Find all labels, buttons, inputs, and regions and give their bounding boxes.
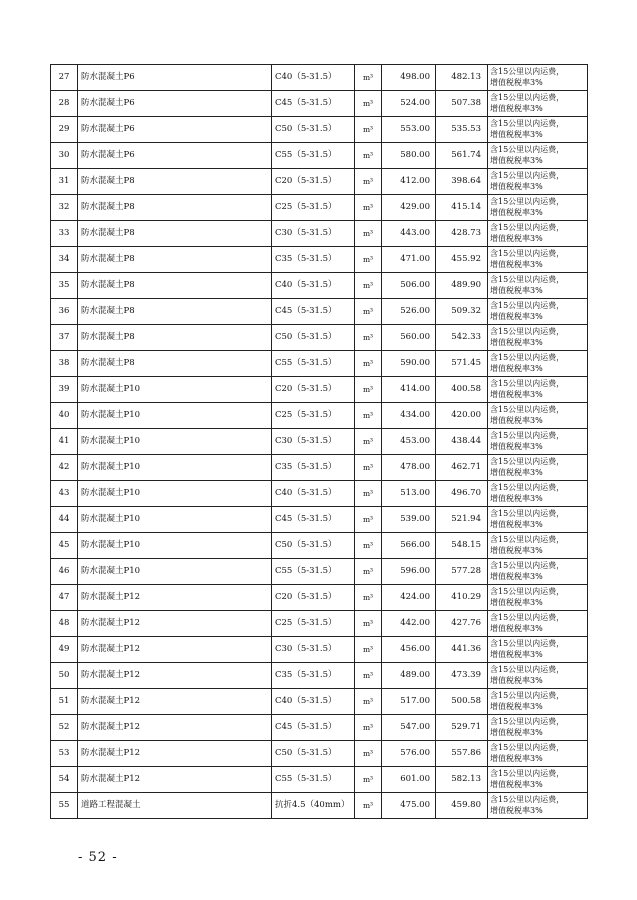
remark-line: 增值税税率3% xyxy=(490,701,543,711)
cell-specification: C55（5-31.5） xyxy=(272,143,355,169)
cell-specification: C30（5-31.5） xyxy=(272,221,355,247)
cell-material-name: 防水混凝土P6 xyxy=(78,143,272,169)
table-row xyxy=(51,247,588,273)
cell-material-name: 防水混凝土P10 xyxy=(78,455,272,481)
table-row xyxy=(51,715,588,741)
cell-price-without-tax: 582.13 xyxy=(436,767,488,793)
cell-remark xyxy=(488,221,588,247)
cell-unit: m³ xyxy=(355,169,382,195)
cell-price-with-tax: 434.00 xyxy=(382,403,436,429)
remark-line: 增值税税率3% xyxy=(490,545,543,555)
table-row xyxy=(51,637,588,663)
cell-price-with-tax: 590.00 xyxy=(382,351,436,377)
cell-specification: C30（5-31.5） xyxy=(272,429,355,455)
cell-unit: m³ xyxy=(355,273,382,299)
table-row xyxy=(51,429,588,455)
price-table xyxy=(50,64,588,819)
cell-remark xyxy=(488,299,588,325)
cell-serial-number: 35 xyxy=(51,273,78,299)
remark-line: 含15公里以内运费， xyxy=(490,197,565,206)
cell-specification: C45（5-31.5） xyxy=(272,507,355,533)
cell-material-name: 防水混凝土P12 xyxy=(78,585,272,611)
table-row xyxy=(51,507,588,533)
cell-unit: m³ xyxy=(355,533,382,559)
cell-price-with-tax: 471.00 xyxy=(382,247,436,273)
cell-price-without-tax: 521.94 xyxy=(436,507,488,533)
cell-remark xyxy=(488,403,588,429)
table-row xyxy=(51,689,588,715)
cell-serial-number: 53 xyxy=(51,741,78,767)
cell-price-with-tax: 566.00 xyxy=(382,533,436,559)
remark-line: 增值税税率3% xyxy=(490,467,543,477)
cell-unit: m³ xyxy=(355,689,382,715)
cell-unit: m³ xyxy=(355,507,382,533)
cell-serial-number: 54 xyxy=(51,767,78,793)
cell-price-with-tax: 429.00 xyxy=(382,195,436,221)
cell-serial-number: 33 xyxy=(51,221,78,247)
cell-remark xyxy=(488,533,588,559)
table-row xyxy=(51,585,588,611)
table-row xyxy=(51,481,588,507)
table-row xyxy=(51,403,588,429)
cell-price-without-tax: 398.64 xyxy=(436,169,488,195)
cell-price-without-tax: 400.58 xyxy=(436,377,488,403)
table-row xyxy=(51,65,588,91)
cell-remark xyxy=(488,429,588,455)
remark-line: 含15公里以内运费， xyxy=(490,509,565,518)
table-row xyxy=(51,221,588,247)
table-row xyxy=(51,533,588,559)
cell-price-without-tax: 473.39 xyxy=(436,663,488,689)
remark-line: 增值税税率3% xyxy=(490,519,543,529)
remark-line: 含15公里以内运费， xyxy=(490,405,565,414)
cell-price-with-tax: 526.00 xyxy=(382,299,436,325)
cell-specification: C25（5-31.5） xyxy=(272,403,355,429)
remark-line: 含15公里以内运费， xyxy=(490,483,565,492)
remark-line: 增值税税率3% xyxy=(490,675,543,685)
cell-material-name: 防水混凝土P10 xyxy=(78,559,272,585)
remark-line: 增值税税率3% xyxy=(490,441,543,451)
cell-material-name: 防水混凝土P12 xyxy=(78,741,272,767)
remark-line: 增值税税率3% xyxy=(490,155,543,165)
cell-remark xyxy=(488,559,588,585)
cell-unit: m³ xyxy=(355,195,382,221)
remark-line: 含15公里以内运费， xyxy=(490,119,565,128)
cell-specification: C20（5-31.5） xyxy=(272,585,355,611)
remark-line: 含15公里以内运费， xyxy=(490,561,565,570)
cell-material-name: 防水混凝土P12 xyxy=(78,767,272,793)
cell-price-without-tax: 482.13 xyxy=(436,65,488,91)
remark-line: 增值税税率3% xyxy=(490,727,543,737)
cell-specification: C20（5-31.5） xyxy=(272,169,355,195)
cell-material-name: 防水混凝土P8 xyxy=(78,299,272,325)
table-row xyxy=(51,767,588,793)
cell-serial-number: 50 xyxy=(51,663,78,689)
cell-unit: m³ xyxy=(355,637,382,663)
cell-unit: m³ xyxy=(355,611,382,637)
remark-line: 含15公里以内运费， xyxy=(490,67,565,76)
cell-price-without-tax: 441.36 xyxy=(436,637,488,663)
remark-line: 含15公里以内运费， xyxy=(490,691,565,700)
cell-specification: C25（5-31.5） xyxy=(272,195,355,221)
cell-material-name: 防水混凝土P10 xyxy=(78,533,272,559)
cell-specification: C40（5-31.5） xyxy=(272,481,355,507)
remark-line: 含15公里以内运费， xyxy=(490,639,565,648)
remark-line: 含15公里以内运费， xyxy=(490,431,565,440)
cell-unit: m³ xyxy=(355,429,382,455)
cell-price-without-tax: 535.53 xyxy=(436,117,488,143)
cell-unit: m³ xyxy=(355,559,382,585)
cell-unit: m³ xyxy=(355,351,382,377)
cell-material-name: 防水混凝土P8 xyxy=(78,351,272,377)
cell-remark xyxy=(488,195,588,221)
remark-line: 增值税税率3% xyxy=(490,311,543,321)
remark-line: 增值税税率3% xyxy=(490,597,543,607)
cell-remark xyxy=(488,143,588,169)
cell-unit: m³ xyxy=(355,247,382,273)
remark-line: 增值税税率3% xyxy=(490,129,543,139)
remark-line: 增值税税率3% xyxy=(490,415,543,425)
table-row xyxy=(51,299,588,325)
cell-remark xyxy=(488,247,588,273)
table-row xyxy=(51,455,588,481)
cell-remark xyxy=(488,767,588,793)
table-row xyxy=(51,611,588,637)
table-row xyxy=(51,351,588,377)
cell-material-name: 防水混凝土P12 xyxy=(78,637,272,663)
cell-price-without-tax: 427.76 xyxy=(436,611,488,637)
remark-line: 含15公里以内运费， xyxy=(490,795,565,804)
cell-price-without-tax: 438.44 xyxy=(436,429,488,455)
remark-line: 增值税税率3% xyxy=(490,805,543,815)
cell-unit: m³ xyxy=(355,585,382,611)
cell-material-name: 防水混凝土P10 xyxy=(78,377,272,403)
cell-specification: C55（5-31.5） xyxy=(272,351,355,377)
cell-serial-number: 52 xyxy=(51,715,78,741)
cell-material-name: 防水混凝土P12 xyxy=(78,611,272,637)
cell-unit: m³ xyxy=(355,663,382,689)
table-row xyxy=(51,143,588,169)
cell-price-with-tax: 414.00 xyxy=(382,377,436,403)
cell-unit: m³ xyxy=(355,299,382,325)
cell-serial-number: 32 xyxy=(51,195,78,221)
cell-serial-number: 34 xyxy=(51,247,78,273)
cell-material-name: 防水混凝土P6 xyxy=(78,65,272,91)
cell-specification: C35（5-31.5） xyxy=(272,247,355,273)
cell-unit: m³ xyxy=(355,793,382,819)
cell-remark xyxy=(488,481,588,507)
remark-line: 增值税税率3% xyxy=(490,77,543,87)
cell-remark xyxy=(488,689,588,715)
cell-price-with-tax: 442.00 xyxy=(382,611,436,637)
cell-serial-number: 27 xyxy=(51,65,78,91)
cell-serial-number: 46 xyxy=(51,559,78,585)
cell-specification: C35（5-31.5） xyxy=(272,455,355,481)
remark-line: 增值税税率3% xyxy=(490,389,543,399)
cell-remark xyxy=(488,741,588,767)
cell-price-with-tax: 553.00 xyxy=(382,117,436,143)
cell-price-without-tax: 507.38 xyxy=(436,91,488,117)
cell-price-with-tax: 517.00 xyxy=(382,689,436,715)
table-row xyxy=(51,91,588,117)
cell-material-name: 防水混凝土P12 xyxy=(78,689,272,715)
remark-line: 含15公里以内运费， xyxy=(490,665,565,674)
cell-price-with-tax: 475.00 xyxy=(382,793,436,819)
cell-remark xyxy=(488,637,588,663)
cell-specification: C40（5-31.5） xyxy=(272,65,355,91)
cell-material-name: 防水混凝土P6 xyxy=(78,117,272,143)
cell-material-name: 防水混凝土P12 xyxy=(78,663,272,689)
remark-line: 含15公里以内运费， xyxy=(490,353,565,362)
cell-specification: C50（5-31.5） xyxy=(272,533,355,559)
remark-line: 含15公里以内运费， xyxy=(490,249,565,258)
cell-serial-number: 37 xyxy=(51,325,78,351)
cell-unit: m³ xyxy=(355,117,382,143)
remark-line: 含15公里以内运费， xyxy=(490,717,565,726)
cell-specification: C40（5-31.5） xyxy=(272,273,355,299)
cell-specification: C20（5-31.5） xyxy=(272,377,355,403)
remark-line: 增值税税率3% xyxy=(490,233,543,243)
cell-material-name: 防水混凝土P10 xyxy=(78,429,272,455)
cell-price-without-tax: 561.74 xyxy=(436,143,488,169)
remark-line: 增值税税率3% xyxy=(490,207,543,217)
cell-unit: m³ xyxy=(355,715,382,741)
cell-specification: C35（5-31.5） xyxy=(272,663,355,689)
cell-price-without-tax: 415.14 xyxy=(436,195,488,221)
remark-line: 含15公里以内运费， xyxy=(490,223,565,232)
cell-price-without-tax: 489.90 xyxy=(436,273,488,299)
remark-line: 增值税税率3% xyxy=(490,571,543,581)
cell-material-name: 防水混凝土P8 xyxy=(78,169,272,195)
cell-price-without-tax: 577.28 xyxy=(436,559,488,585)
cell-material-name: 防水混凝土P12 xyxy=(78,715,272,741)
cell-price-with-tax: 443.00 xyxy=(382,221,436,247)
cell-unit: m³ xyxy=(355,325,382,351)
cell-specification: C45（5-31.5） xyxy=(272,91,355,117)
cell-price-with-tax: 453.00 xyxy=(382,429,436,455)
cell-material-name: 防水混凝土P10 xyxy=(78,403,272,429)
table-row xyxy=(51,741,588,767)
cell-material-name: 道路工程混凝土 xyxy=(78,793,272,819)
remark-line: 增值税税率3% xyxy=(490,285,543,295)
remark-line: 增值税税率3% xyxy=(490,623,543,633)
cell-price-with-tax: 489.00 xyxy=(382,663,436,689)
cell-serial-number: 31 xyxy=(51,169,78,195)
cell-remark xyxy=(488,507,588,533)
cell-price-without-tax: 496.70 xyxy=(436,481,488,507)
remark-line: 含15公里以内运费， xyxy=(490,457,565,466)
cell-remark xyxy=(488,377,588,403)
cell-unit: m³ xyxy=(355,403,382,429)
cell-unit: m³ xyxy=(355,65,382,91)
remark-line: 含15公里以内运费， xyxy=(490,613,565,622)
cell-remark xyxy=(488,325,588,351)
cell-remark xyxy=(488,455,588,481)
cell-unit: m³ xyxy=(355,455,382,481)
cell-serial-number: 29 xyxy=(51,117,78,143)
cell-serial-number: 55 xyxy=(51,793,78,819)
cell-price-with-tax: 424.00 xyxy=(382,585,436,611)
cell-serial-number: 28 xyxy=(51,91,78,117)
cell-remark xyxy=(488,611,588,637)
cell-specification: C50（5-31.5） xyxy=(272,325,355,351)
cell-serial-number: 48 xyxy=(51,611,78,637)
cell-specification: C30（5-31.5） xyxy=(272,637,355,663)
cell-remark xyxy=(488,169,588,195)
cell-price-with-tax: 478.00 xyxy=(382,455,436,481)
cell-serial-number: 42 xyxy=(51,455,78,481)
cell-price-with-tax: 576.00 xyxy=(382,741,436,767)
cell-remark xyxy=(488,793,588,819)
cell-material-name: 防水混凝土P8 xyxy=(78,247,272,273)
cell-remark xyxy=(488,91,588,117)
cell-price-without-tax: 500.58 xyxy=(436,689,488,715)
cell-unit: m³ xyxy=(355,741,382,767)
remark-line: 增值税税率3% xyxy=(490,103,543,113)
remark-line: 增值税税率3% xyxy=(490,779,543,789)
table-row xyxy=(51,169,588,195)
cell-remark xyxy=(488,585,588,611)
remark-line: 含15公里以内运费， xyxy=(490,769,565,778)
table-row xyxy=(51,663,588,689)
cell-serial-number: 45 xyxy=(51,533,78,559)
remark-line: 含15公里以内运费， xyxy=(490,327,565,336)
remark-line: 增值税税率3% xyxy=(490,493,543,503)
cell-material-name: 防水混凝土P8 xyxy=(78,195,272,221)
cell-remark xyxy=(488,117,588,143)
cell-unit: m³ xyxy=(355,221,382,247)
cell-price-without-tax: 548.15 xyxy=(436,533,488,559)
remark-line: 含15公里以内运费， xyxy=(490,587,565,596)
cell-price-with-tax: 412.00 xyxy=(382,169,436,195)
cell-material-name: 防水混凝土P10 xyxy=(78,507,272,533)
remark-line: 增值税税率3% xyxy=(490,363,543,373)
cell-material-name: 防水混凝土P8 xyxy=(78,273,272,299)
cell-price-with-tax: 524.00 xyxy=(382,91,436,117)
cell-price-without-tax: 420.00 xyxy=(436,403,488,429)
cell-serial-number: 44 xyxy=(51,507,78,533)
cell-remark xyxy=(488,273,588,299)
remark-line: 含15公里以内运费， xyxy=(490,535,565,544)
table-row xyxy=(51,377,588,403)
cell-price-without-tax: 542.33 xyxy=(436,325,488,351)
cell-serial-number: 51 xyxy=(51,689,78,715)
remark-line: 增值税税率3% xyxy=(490,753,543,763)
cell-remark xyxy=(488,351,588,377)
remark-line: 增值税税率3% xyxy=(490,181,543,191)
cell-price-without-tax: 557.86 xyxy=(436,741,488,767)
cell-specification: C45（5-31.5） xyxy=(272,299,355,325)
cell-specification: C55（5-31.5） xyxy=(272,559,355,585)
cell-specification: C55（5-31.5） xyxy=(272,767,355,793)
remark-line: 增值税税率3% xyxy=(490,649,543,659)
remark-line: 含15公里以内运费， xyxy=(490,275,565,284)
cell-serial-number: 30 xyxy=(51,143,78,169)
table-body xyxy=(51,65,588,819)
remark-line: 含15公里以内运费， xyxy=(490,171,565,180)
cell-price-without-tax: 455.92 xyxy=(436,247,488,273)
cell-serial-number: 43 xyxy=(51,481,78,507)
remark-line: 含15公里以内运费， xyxy=(490,743,565,752)
table-row xyxy=(51,273,588,299)
cell-serial-number: 41 xyxy=(51,429,78,455)
cell-price-with-tax: 498.00 xyxy=(382,65,436,91)
remark-line: 增值税税率3% xyxy=(490,259,543,269)
cell-specification: C45（5-31.5） xyxy=(272,715,355,741)
cell-specification: C25（5-31.5） xyxy=(272,611,355,637)
table-row xyxy=(51,195,588,221)
page-number: - 52 - xyxy=(78,850,118,865)
cell-remark xyxy=(488,65,588,91)
cell-price-without-tax: 410.29 xyxy=(436,585,488,611)
cell-price-without-tax: 462.71 xyxy=(436,455,488,481)
table-row xyxy=(51,325,588,351)
cell-price-without-tax: 428.73 xyxy=(436,221,488,247)
remark-line: 含15公里以内运费， xyxy=(490,379,565,388)
cell-price-with-tax: 560.00 xyxy=(382,325,436,351)
cell-material-name: 防水混凝土P8 xyxy=(78,325,272,351)
remark-line: 含15公里以内运费， xyxy=(490,93,565,102)
table-row xyxy=(51,117,588,143)
cell-unit: m³ xyxy=(355,377,382,403)
cell-unit: m³ xyxy=(355,91,382,117)
cell-price-with-tax: 601.00 xyxy=(382,767,436,793)
remark-line: 增值税税率3% xyxy=(490,337,543,347)
cell-unit: m³ xyxy=(355,767,382,793)
cell-specification: C50（5-31.5） xyxy=(272,741,355,767)
cell-price-with-tax: 456.00 xyxy=(382,637,436,663)
cell-material-name: 防水混凝土P10 xyxy=(78,481,272,507)
cell-material-name: 防水混凝土P6 xyxy=(78,91,272,117)
cell-remark xyxy=(488,663,588,689)
cell-price-with-tax: 506.00 xyxy=(382,273,436,299)
cell-specification: C50（5-31.5） xyxy=(272,117,355,143)
cell-price-with-tax: 596.00 xyxy=(382,559,436,585)
cell-unit: m³ xyxy=(355,143,382,169)
cell-price-with-tax: 547.00 xyxy=(382,715,436,741)
cell-price-without-tax: 529.71 xyxy=(436,715,488,741)
remark-line: 含15公里以内运费， xyxy=(490,301,565,310)
cell-serial-number: 36 xyxy=(51,299,78,325)
cell-specification: C40（5-31.5） xyxy=(272,689,355,715)
cell-serial-number: 38 xyxy=(51,351,78,377)
cell-serial-number: 40 xyxy=(51,403,78,429)
table-row xyxy=(51,793,588,819)
cell-price-without-tax: 459.80 xyxy=(436,793,488,819)
remark-line: 含15公里以内运费， xyxy=(490,145,565,154)
cell-price-with-tax: 539.00 xyxy=(382,507,436,533)
cell-unit: m³ xyxy=(355,481,382,507)
cell-remark xyxy=(488,715,588,741)
cell-specification: 抗折4.5（40mm） xyxy=(272,793,355,819)
cell-price-without-tax: 509.32 xyxy=(436,299,488,325)
cell-price-with-tax: 513.00 xyxy=(382,481,436,507)
cell-serial-number: 39 xyxy=(51,377,78,403)
cell-price-with-tax: 580.00 xyxy=(382,143,436,169)
cell-material-name: 防水混凝土P8 xyxy=(78,221,272,247)
cell-serial-number: 47 xyxy=(51,585,78,611)
cell-serial-number: 49 xyxy=(51,637,78,663)
cell-price-without-tax: 571.45 xyxy=(436,351,488,377)
table-row xyxy=(51,559,588,585)
